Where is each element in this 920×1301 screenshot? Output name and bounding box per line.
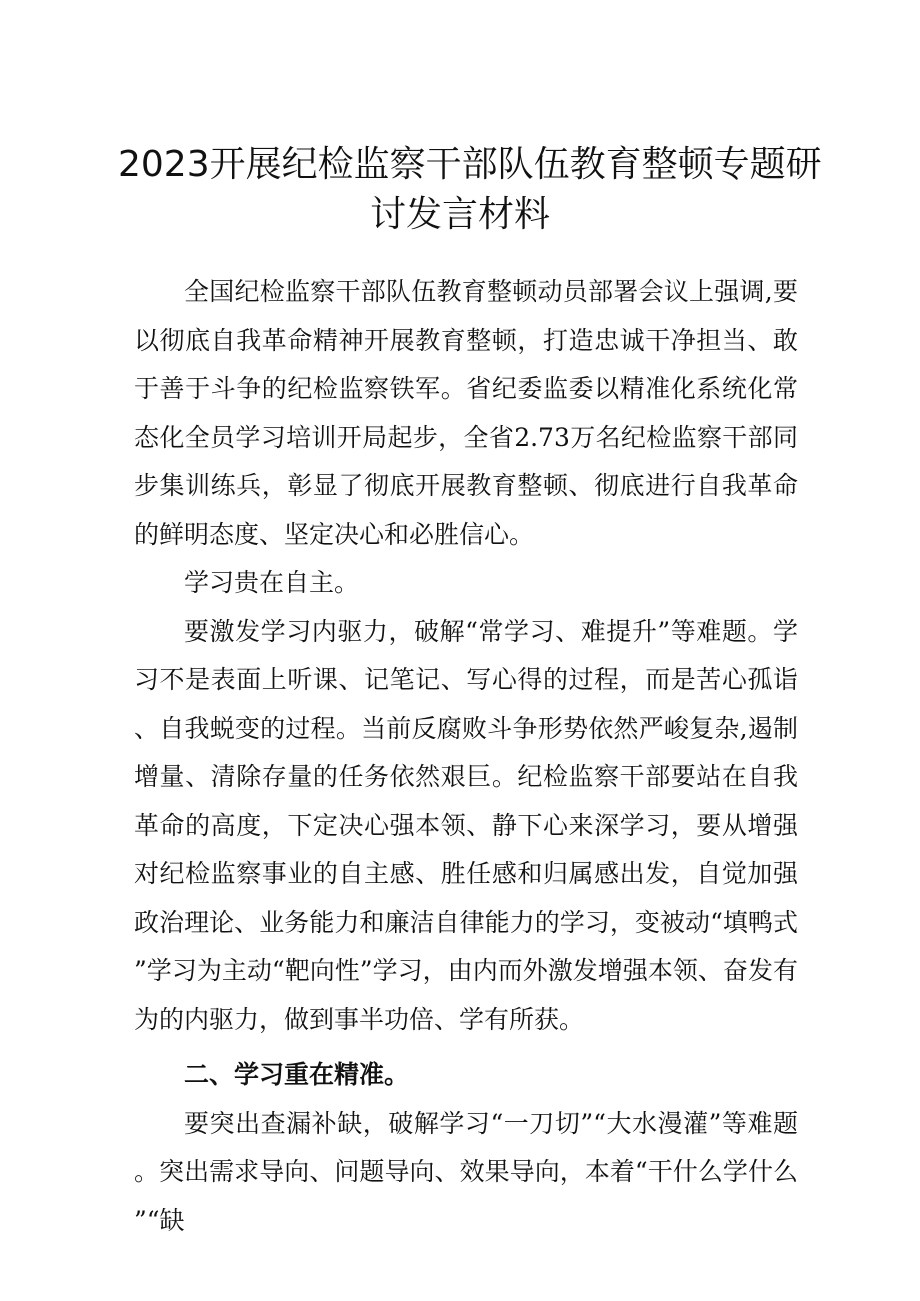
paragraph-subheading: 学习贵在自主。 — [184, 568, 360, 597]
document-body — [134, 268, 798, 1245]
document-title — [118, 140, 822, 240]
title-line-2: 讨发言材料 — [369, 194, 550, 235]
paragraph-intro: 全国纪检监察干部队伍教育整顿动员部署会议上强调,要以彻底自我革命精神开展教育整顿，打造忠诚干净担当、敢于善于斗争的纪检监察铁军。省纪委监委以精准化系统化常态化全员学习培训开局起步，全省2.73万名纪检监察干部同步集训练兵，彰显了彻底开展教育整顿、彻底进行自我革命的鲜明态度、坚定决心和必胜信心。 — [134, 277, 798, 549]
paragraph-self-driven: 要激发学习内驱力，破解“常学习、难提升”等难题。学习不是表面上听课、记笔记、写心得的过程，而是苦心孤诣、自我蜕变的过程。当前反腐败斗争形势依然严峻复杂,遏制增量、清除存量的任务依然艰巨。纪检监察干部要站在自我革命的高度，下定决心强本领、静下心来深学习，要从增强对纪检监察事业的自主感、胜任感和归属感出发，自觉加强政治理论、业务能力和廉洁自律能力的学习，变被动“填鸭式”学习为主动“靶向性”学习，由内而外激发增强本领、奋发有为的内驱力，做到事半功倍、学有所获。 — [134, 616, 798, 1034]
paragraph-precision: 要突出查漏补缺，破解学习“一刀切”“大水漫灌”等难题。突出需求导向、问题导向、效果导向，本着“干什么学什么”“缺 — [134, 1108, 799, 1235]
section-heading: 二、学习重在精准。 — [184, 1060, 410, 1089]
title-line-1: 2023开展纪检监察干部队伍教育整顿专题研 — [118, 144, 822, 185]
